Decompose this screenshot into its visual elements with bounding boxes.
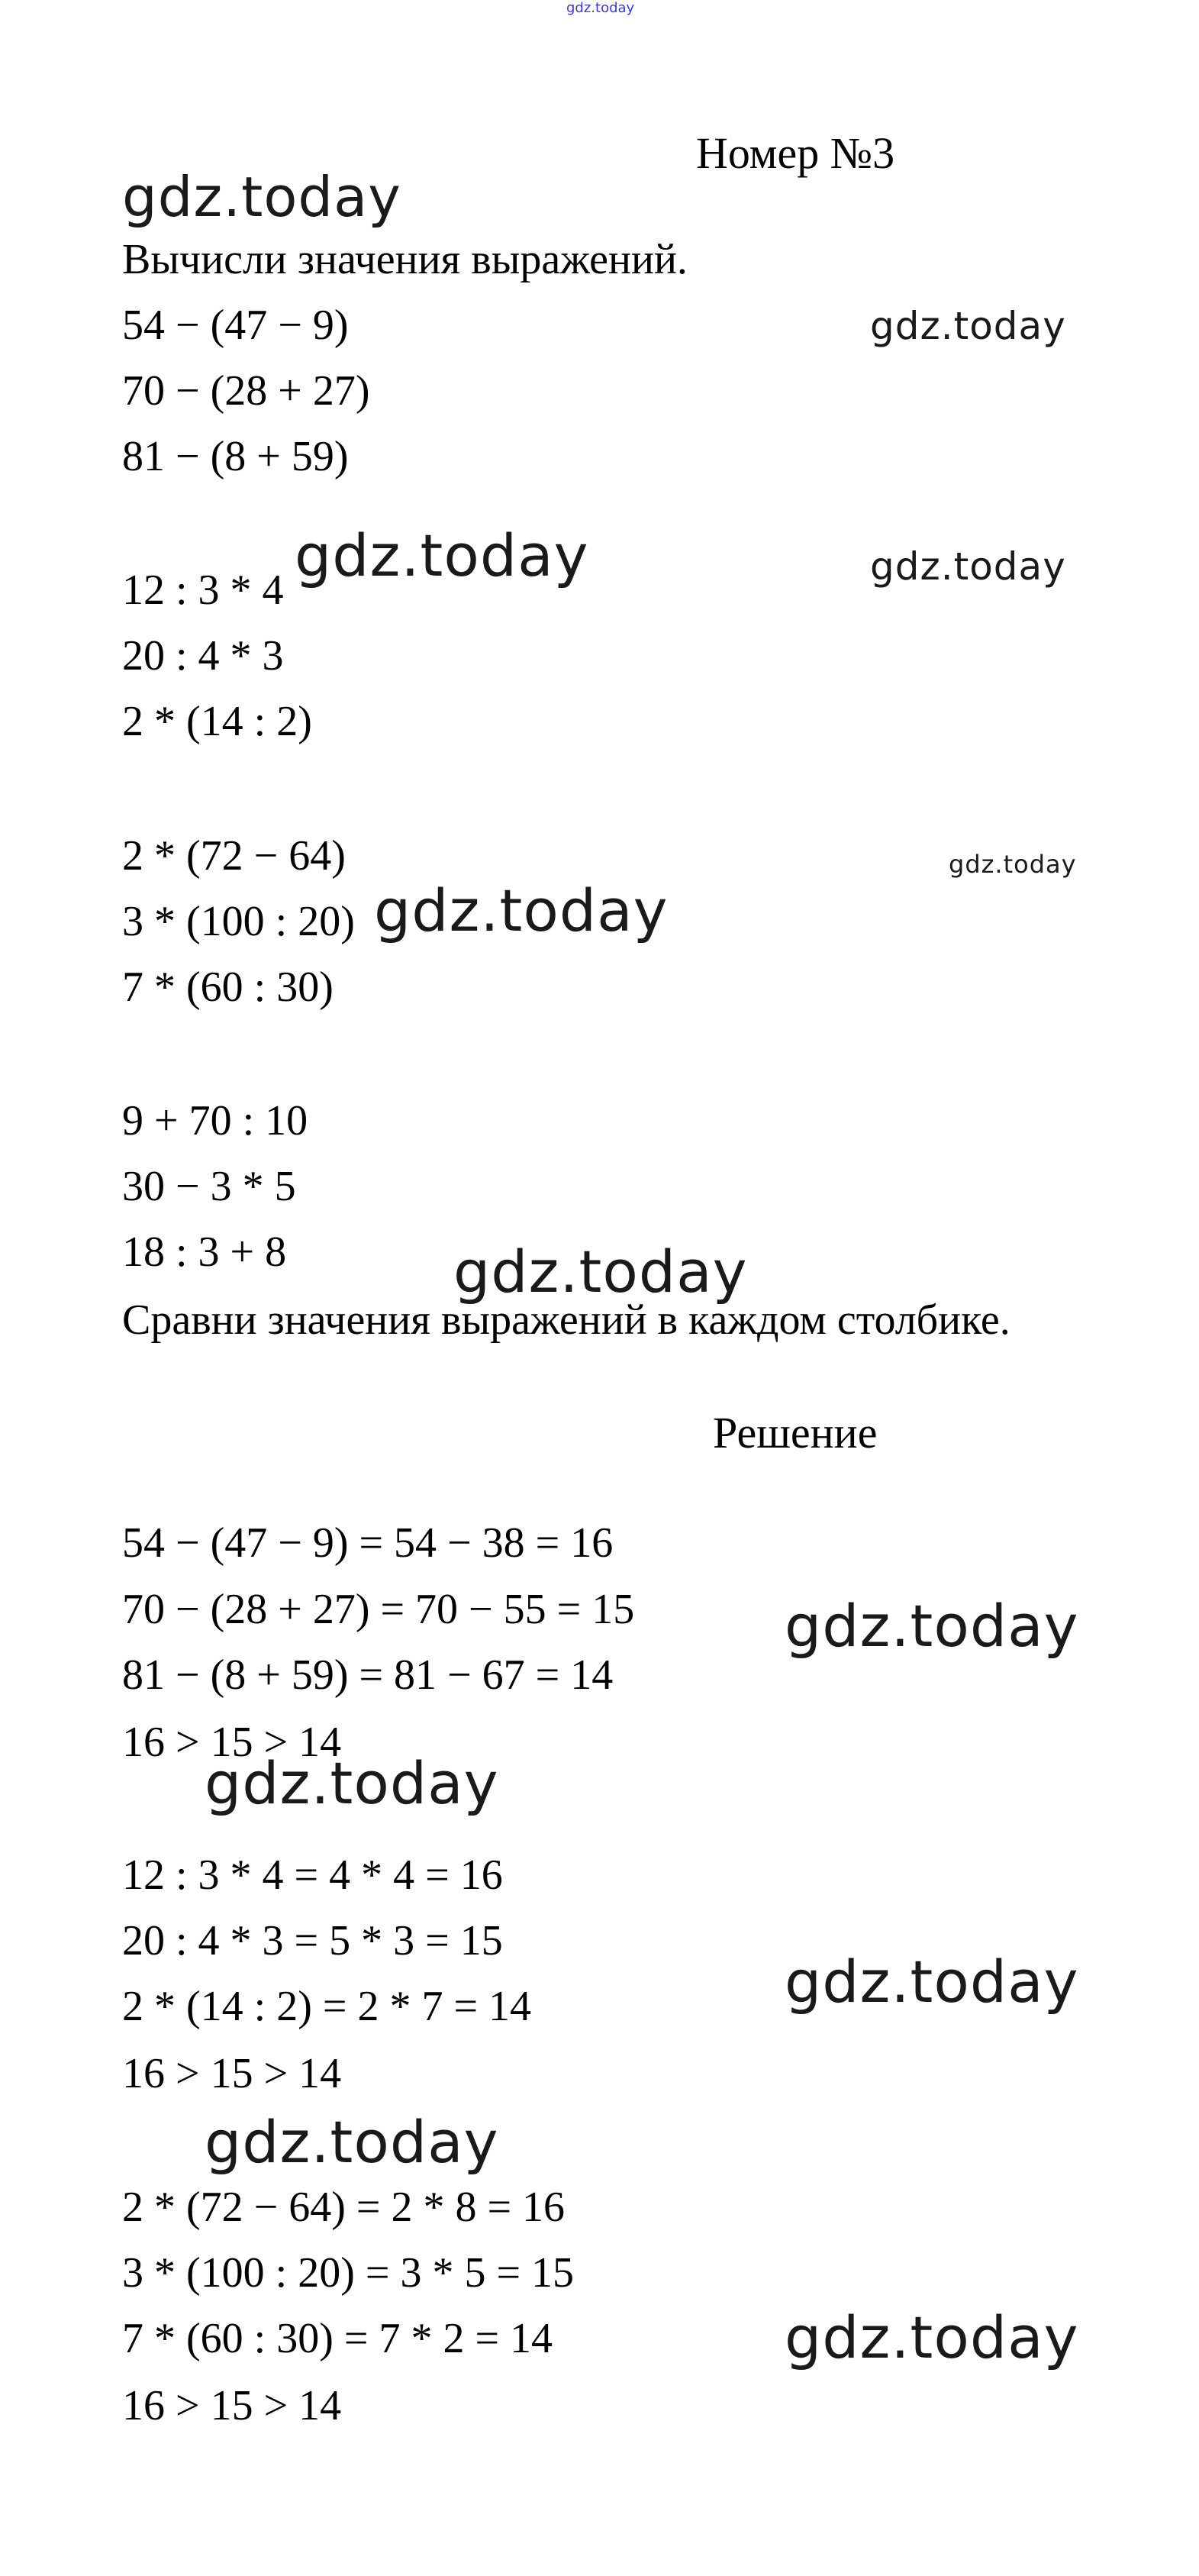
expression: 70 − (28 + 27)	[122, 367, 370, 415]
solution-line: 20 : 4 * 3 = 5 * 3 = 15	[122, 1917, 503, 1964]
expression: 30 − 3 * 5	[122, 1163, 296, 1210]
solution-comparison: 16 > 15 > 14	[122, 1719, 342, 1766]
solution-line: 81 − (8 + 59) = 81 − 67 = 14	[122, 1651, 614, 1699]
solution-line: 7 * (60 : 30) = 7 * 2 = 14	[122, 2315, 553, 2362]
solution-line: 2 * (14 : 2) = 2 * 7 = 14	[122, 1983, 532, 2030]
expression: 9 + 70 : 10	[122, 1097, 308, 1144]
watermark: gdz.today	[374, 876, 669, 944]
problem-title: Номер №3	[696, 128, 895, 178]
watermark: gdz.today	[785, 1592, 1079, 1660]
watermark: gdz.today	[785, 1948, 1079, 2016]
watermark: gdz.today	[453, 1238, 748, 1306]
solution-line: 70 − (28 + 27) = 70 − 55 = 15	[122, 1586, 635, 1633]
watermark: gdz.today	[870, 304, 1066, 348]
solution-line: 12 : 3 * 4 = 4 * 4 = 16	[122, 1851, 503, 1899]
expression: 12 : 3 * 4	[122, 567, 284, 614]
solution-line: 3 * (100 : 20) = 3 * 5 = 15	[122, 2249, 575, 2297]
expression: 20 : 4 * 3	[122, 632, 284, 680]
solution-comparison: 16 > 15 > 14	[122, 2050, 342, 2097]
compare-instruction: Сравни значения выражений в каждом столбике.	[122, 1296, 1010, 1344]
watermark-top: gdz.today	[566, 0, 635, 16]
watermark: gdz.today	[295, 521, 589, 589]
watermark: gdz.today	[205, 2108, 499, 2176]
solution-comparison: 16 > 15 > 14	[122, 2382, 342, 2429]
solution-line: 54 − (47 − 9) = 54 − 38 = 16	[122, 1519, 614, 1567]
watermark: gdz.today	[785, 2303, 1079, 2371]
expression: 7 * (60 : 30)	[122, 964, 334, 1011]
expression: 2 * (14 : 2)	[122, 698, 312, 745]
watermark: gdz.today	[205, 1749, 499, 1817]
watermark: gdz.today	[122, 165, 401, 229]
expression: 54 − (47 − 9)	[122, 302, 349, 349]
watermark: gdz.today	[870, 544, 1066, 589]
expression: 3 * (100 : 20)	[122, 898, 355, 945]
expression: 81 − (8 + 59)	[122, 433, 349, 480]
solution-title: Решение	[713, 1408, 878, 1457]
expression: 18 : 3 + 8	[122, 1228, 287, 1276]
watermark: gdz.today	[949, 850, 1077, 879]
instruction-text: Вычисли значения выражений.	[122, 236, 688, 283]
solution-line: 2 * (72 − 64) = 2 * 8 = 16	[122, 2184, 566, 2231]
expression: 2 * (72 − 64)	[122, 832, 346, 880]
